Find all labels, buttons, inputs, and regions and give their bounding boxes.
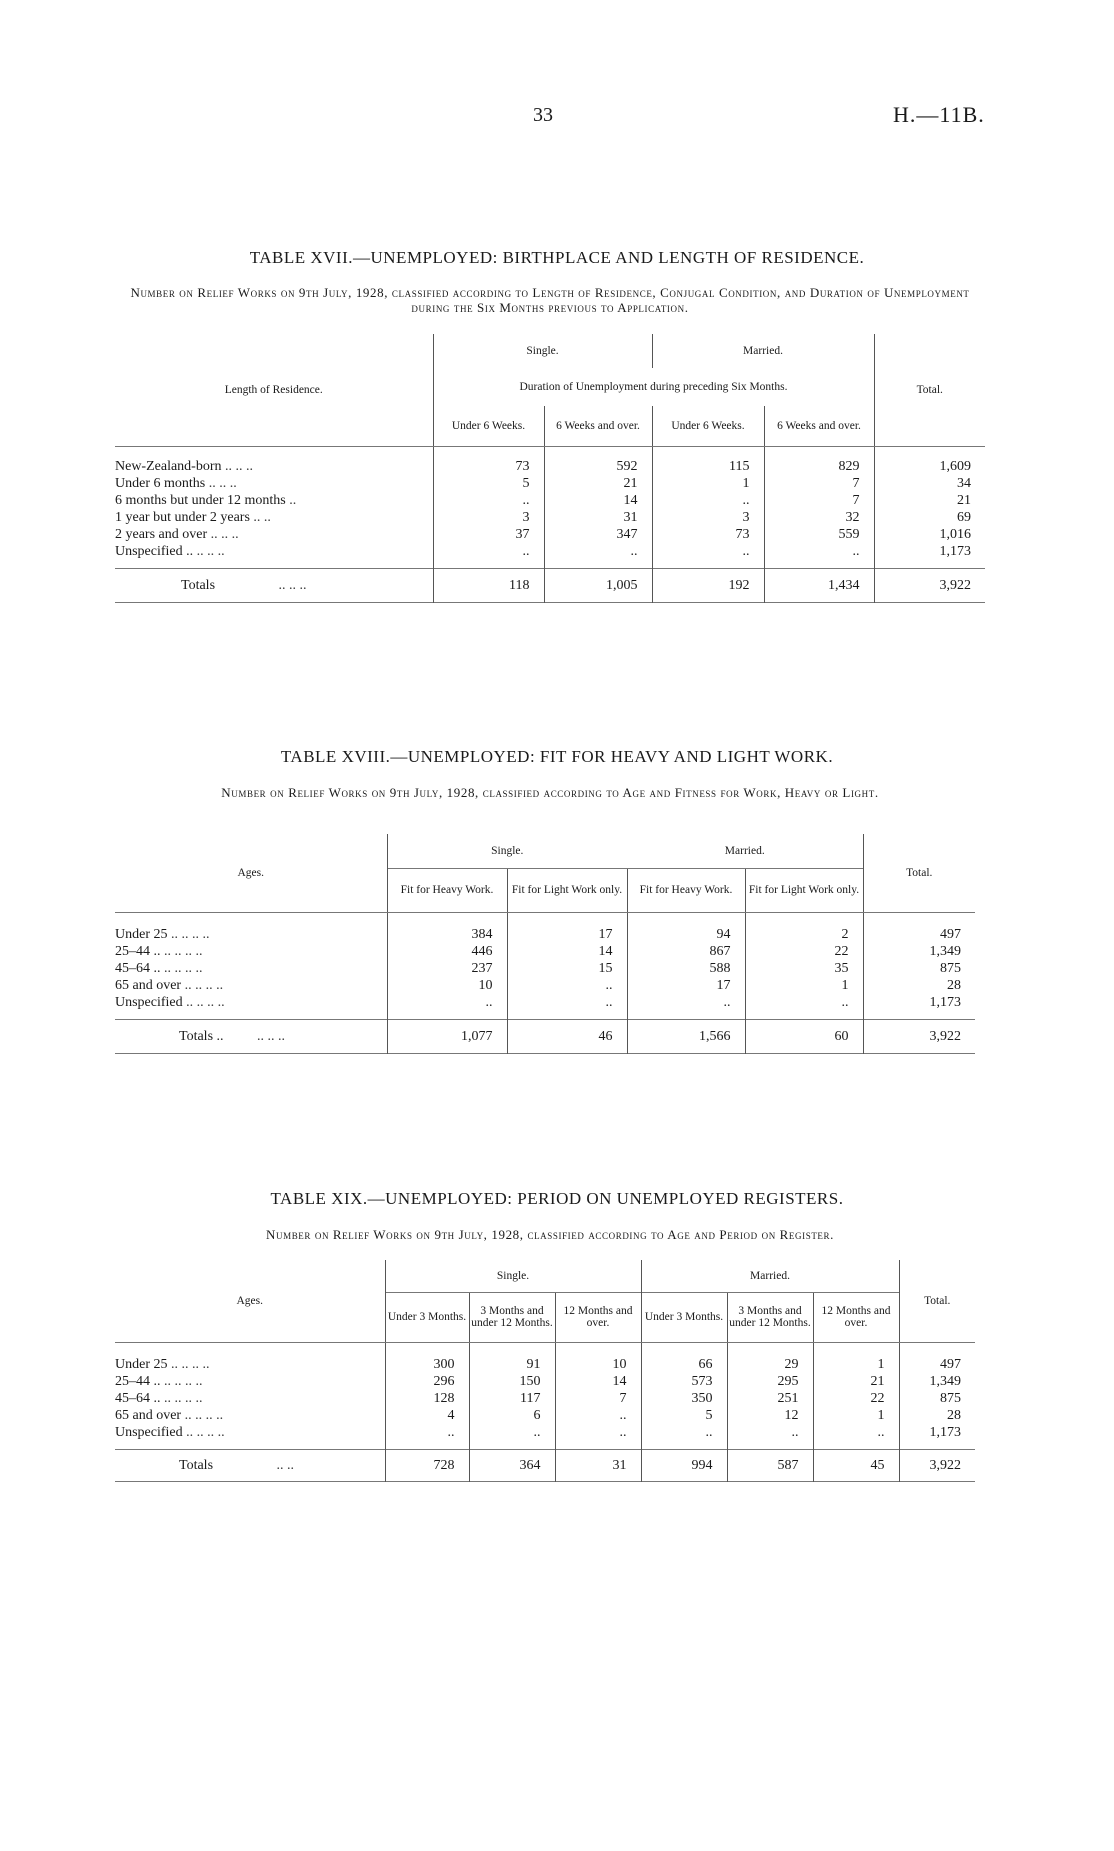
total-cell: 60 bbox=[745, 1019, 863, 1053]
col-12-months-over-married: 12 Months and over. bbox=[813, 1292, 899, 1342]
col-under-3-months-married: Under 3 Months. bbox=[641, 1292, 727, 1342]
leader-dots: .. .. .. .. bbox=[164, 961, 203, 976]
col-under-3-months-single: Under 3 Months. bbox=[385, 1292, 469, 1342]
leader-dots: .. .. .. bbox=[225, 459, 254, 474]
duration-header: Duration of Unemployment during preceding Six Months. bbox=[433, 368, 874, 406]
cell: 1,173 bbox=[874, 543, 985, 560]
stub-header: Length of Residence. bbox=[115, 334, 433, 446]
cell: 7 bbox=[555, 1390, 641, 1407]
leader-dots: .. .. .. .. bbox=[171, 927, 210, 942]
cell: .. bbox=[507, 977, 627, 994]
cell: 14 bbox=[544, 492, 652, 509]
cell: .. bbox=[469, 1424, 555, 1441]
cell: 295 bbox=[727, 1373, 813, 1390]
cell: 1 bbox=[813, 1407, 899, 1424]
row-label: 6 months but under 12 months bbox=[115, 493, 286, 508]
total-cell: 192 bbox=[652, 568, 764, 602]
row-label: 65 and over bbox=[115, 978, 182, 993]
cell: 446 bbox=[387, 943, 507, 960]
total-cell: 3,922 bbox=[863, 1019, 975, 1053]
cell: 5 bbox=[433, 475, 544, 492]
cell: 91 bbox=[469, 1356, 555, 1373]
cell: 21 bbox=[544, 475, 652, 492]
cell: 1,609 bbox=[874, 458, 985, 475]
cell: .. bbox=[813, 1424, 899, 1441]
cell: 14 bbox=[555, 1373, 641, 1390]
cell: .. bbox=[652, 543, 764, 560]
total-header: Total. bbox=[899, 1260, 975, 1342]
row-label: 65 and over bbox=[115, 1408, 182, 1423]
cell: 573 bbox=[641, 1373, 727, 1390]
row-label: 25–44 .. bbox=[115, 944, 161, 959]
leader-dots: .. .. .. bbox=[196, 544, 225, 559]
total-cell: 45 bbox=[813, 1449, 899, 1481]
row-label: Under 6 months bbox=[115, 476, 206, 491]
row-label: 25–44 .. bbox=[115, 1374, 161, 1389]
cell: 115 bbox=[652, 458, 764, 475]
leader-dots: .. .. .. bbox=[210, 527, 239, 542]
cell: 117 bbox=[469, 1390, 555, 1407]
total-cell: 1,005 bbox=[544, 568, 652, 602]
cell: .. bbox=[555, 1424, 641, 1441]
total-cell: 1,566 bbox=[627, 1019, 745, 1053]
cell: 350 bbox=[641, 1390, 727, 1407]
table17 bbox=[115, 334, 985, 608]
cell: 21 bbox=[874, 492, 985, 509]
cell: 1 bbox=[813, 1356, 899, 1373]
group-married-header: Married. bbox=[641, 1260, 899, 1292]
table18 bbox=[115, 834, 975, 1059]
leader-dots: .. .. .. bbox=[278, 577, 307, 593]
cell: 1,173 bbox=[863, 994, 975, 1011]
cell: 251 bbox=[727, 1390, 813, 1407]
cell: .. bbox=[433, 543, 544, 560]
cell: 34 bbox=[874, 475, 985, 492]
cell: 2 bbox=[745, 926, 863, 943]
cell: 497 bbox=[899, 1356, 975, 1373]
totals-row bbox=[115, 1449, 975, 1481]
cell: 28 bbox=[863, 977, 975, 994]
cell: 347 bbox=[544, 526, 652, 543]
cell: 296 bbox=[385, 1373, 469, 1390]
col-12-months-over-single: 12 Months and over. bbox=[555, 1292, 641, 1342]
table-row bbox=[115, 926, 975, 943]
col-6-weeks-over-single: 6 Weeks and over. bbox=[544, 406, 652, 446]
col-under-6-weeks-single: Under 6 Weeks. bbox=[433, 406, 544, 446]
total-cell: 3,922 bbox=[899, 1449, 975, 1481]
totals-label: Totals bbox=[181, 577, 216, 593]
cell: .. bbox=[433, 492, 544, 509]
table18-subtitle: Number on Relief Works on 9th July, 1928, classified according to Age and Fitness for Work, Heavy or Light. bbox=[221, 785, 879, 800]
cell: 21 bbox=[813, 1373, 899, 1390]
col-3-to-12-months-single: 3 Months and under 12 Months. bbox=[469, 1292, 555, 1342]
leader-dots: .. .. .. .. bbox=[184, 1408, 224, 1423]
cell: .. bbox=[764, 543, 874, 560]
cell: 66 bbox=[641, 1356, 727, 1373]
total-cell: 728 bbox=[385, 1449, 469, 1481]
leader-dots: .. .. .. .. bbox=[186, 995, 225, 1010]
table17-subtitle: Number on Relief Works on 9th July, 1928, classified according to Length of Residence, Conjugal Condition, and Duration of Unemployment during the Six Months previous to Application. bbox=[130, 285, 970, 315]
cell: 29 bbox=[727, 1356, 813, 1373]
cell: 1,349 bbox=[899, 1373, 975, 1390]
cell: .. bbox=[385, 1424, 469, 1441]
cell: 592 bbox=[544, 458, 652, 475]
cell: 17 bbox=[507, 926, 627, 943]
cell: 300 bbox=[385, 1356, 469, 1373]
group-married-header: Married. bbox=[724, 844, 765, 857]
total-header: Total. bbox=[863, 834, 975, 912]
leader-dots: .. .. .. .. bbox=[164, 1374, 203, 1389]
cell: .. bbox=[507, 994, 627, 1011]
cell: 384 bbox=[387, 926, 507, 943]
table-row bbox=[115, 543, 985, 560]
table-row bbox=[115, 943, 975, 960]
table-row bbox=[115, 509, 985, 526]
total-cell: 3,922 bbox=[874, 568, 985, 602]
cell: 10 bbox=[555, 1356, 641, 1373]
cell: .. bbox=[745, 994, 863, 1011]
cell: 875 bbox=[863, 960, 975, 977]
totals-row bbox=[115, 568, 985, 602]
table18-title: TABLE XVIII.—UNEMPLOYED: FIT FOR HEAVY AND LIGHT WORK. bbox=[280, 747, 834, 766]
cell: 3 bbox=[652, 509, 764, 526]
col-6-weeks-over-married: 6 Weeks and over. bbox=[764, 406, 874, 446]
stub-header: Ages. bbox=[115, 834, 387, 912]
cell: 150 bbox=[469, 1373, 555, 1390]
table-row bbox=[115, 492, 985, 509]
total-cell: 1,077 bbox=[387, 1019, 507, 1053]
group-single-header: Single. bbox=[387, 834, 627, 868]
table-row bbox=[115, 458, 985, 475]
cell: 829 bbox=[764, 458, 874, 475]
table-row bbox=[115, 994, 975, 1011]
cell: 31 bbox=[544, 509, 652, 526]
cell: 1,349 bbox=[863, 943, 975, 960]
col-3-to-12-months-married: 3 Months and under 12 Months. bbox=[727, 1292, 813, 1342]
total-cell: 1,434 bbox=[764, 568, 874, 602]
cell: 17 bbox=[627, 977, 745, 994]
leader-dots: .. .. .. .. bbox=[184, 978, 224, 993]
cell: 1,016 bbox=[874, 526, 985, 543]
totals-row bbox=[115, 1019, 975, 1053]
table-row bbox=[115, 475, 985, 492]
cell: .. bbox=[627, 994, 745, 1011]
group-single-header: Single. bbox=[385, 1260, 641, 1292]
cell: 867 bbox=[627, 943, 745, 960]
row-label: 45–64 .. bbox=[115, 1391, 161, 1406]
totals-label: Totals .. bbox=[179, 1028, 224, 1044]
row-label: Under 25 bbox=[115, 1357, 168, 1372]
total-cell: 587 bbox=[727, 1449, 813, 1481]
cell: 875 bbox=[899, 1390, 975, 1407]
table19-subtitle: Number on Relief Works on 9th July, 1928, classified according to Age and Period on Register. bbox=[266, 1227, 834, 1242]
stub-header: Ages. bbox=[115, 1260, 385, 1342]
cell: 22 bbox=[813, 1390, 899, 1407]
cell: .. bbox=[727, 1424, 813, 1441]
table-row bbox=[115, 526, 985, 543]
row-label: Unspecified .. bbox=[115, 544, 194, 559]
cell: 4 bbox=[385, 1407, 469, 1424]
group-married-header: Married. bbox=[652, 334, 874, 368]
cell: 22 bbox=[745, 943, 863, 960]
leader-dots: .. .. .. .. bbox=[186, 1425, 225, 1440]
cell: 73 bbox=[652, 526, 764, 543]
table19 bbox=[115, 1260, 975, 1487]
leader-dots: .. .. .. bbox=[257, 1028, 286, 1044]
table-row bbox=[115, 1356, 975, 1373]
cell: .. bbox=[641, 1424, 727, 1441]
table-row bbox=[115, 1373, 975, 1390]
total-header: Total. bbox=[874, 334, 985, 446]
total-cell: 994 bbox=[641, 1449, 727, 1481]
leader-dots: .. .. .. .. bbox=[171, 1357, 210, 1372]
row-label: Unspecified bbox=[115, 995, 183, 1010]
table-row bbox=[115, 960, 975, 977]
row-label: Under 25 bbox=[115, 927, 168, 942]
table-row bbox=[115, 1390, 975, 1407]
cell: 5 bbox=[641, 1407, 727, 1424]
table17-title: TABLE XVII.—UNEMPLOYED: BIRTHPLACE AND LENGTH OF RESIDENCE. bbox=[249, 248, 865, 267]
leader-dots: .. .. bbox=[253, 510, 271, 525]
cell: 128 bbox=[385, 1390, 469, 1407]
leader-dots: .. .. bbox=[276, 1457, 295, 1473]
table-row bbox=[115, 977, 975, 994]
cell: 73 bbox=[433, 458, 544, 475]
cell: 15 bbox=[507, 960, 627, 977]
row-label: 1 year but under 2 years bbox=[115, 510, 250, 525]
totals-label: Totals bbox=[179, 1457, 214, 1473]
page-reference: H.—11B. bbox=[893, 102, 985, 127]
row-label: Unspecified bbox=[115, 1425, 183, 1440]
cell: 94 bbox=[627, 926, 745, 943]
col-under-6-weeks-married: Under 6 Weeks. bbox=[652, 406, 764, 446]
cell: .. bbox=[652, 492, 764, 509]
cell: 559 bbox=[764, 526, 874, 543]
cell: 69 bbox=[874, 509, 985, 526]
cell: 588 bbox=[627, 960, 745, 977]
cell: 37 bbox=[433, 526, 544, 543]
cell: 1 bbox=[745, 977, 863, 994]
cell: 32 bbox=[764, 509, 874, 526]
cell: 28 bbox=[899, 1407, 975, 1424]
leader-dots: .. .. .. .. bbox=[164, 944, 203, 959]
row-label: 45–64 .. bbox=[115, 961, 161, 976]
col-fit-heavy-single: Fit for Heavy Work. bbox=[387, 868, 507, 912]
cell: 14 bbox=[507, 943, 627, 960]
cell: 3 bbox=[433, 509, 544, 526]
page-number: 33 bbox=[533, 104, 553, 126]
total-cell: 46 bbox=[507, 1019, 627, 1053]
cell: .. bbox=[555, 1407, 641, 1424]
cell: 10 bbox=[387, 977, 507, 994]
row-label: 2 years and over bbox=[115, 527, 208, 542]
cell: 7 bbox=[764, 475, 874, 492]
col-fit-light-single: Fit for Light Work only. bbox=[507, 868, 627, 912]
table-row bbox=[115, 1407, 975, 1424]
cell: 6 bbox=[469, 1407, 555, 1424]
cell: 1,173 bbox=[899, 1424, 975, 1441]
col-fit-light-married: Fit for Light Work only. bbox=[745, 868, 863, 912]
cell: 7 bbox=[764, 492, 874, 509]
cell: 1 bbox=[652, 475, 764, 492]
row-label: New-Zealand-born bbox=[115, 459, 222, 474]
cell: 237 bbox=[387, 960, 507, 977]
cell: .. bbox=[387, 994, 507, 1011]
cell: 35 bbox=[745, 960, 863, 977]
cell: 12 bbox=[727, 1407, 813, 1424]
table-row bbox=[115, 1424, 975, 1441]
leader-dots: .. bbox=[289, 493, 297, 508]
cell: 497 bbox=[863, 926, 975, 943]
total-cell: 118 bbox=[433, 568, 544, 602]
total-cell: 31 bbox=[555, 1449, 641, 1481]
cell: .. bbox=[544, 543, 652, 560]
total-cell: 364 bbox=[469, 1449, 555, 1481]
col-fit-heavy-married: Fit for Heavy Work. bbox=[627, 868, 745, 912]
leader-dots: .. .. .. bbox=[208, 476, 237, 491]
table19-title: TABLE XIX.—UNEMPLOYED: PERIOD ON UNEMPLOYED REGISTERS. bbox=[270, 1189, 844, 1208]
group-single-header: Single. bbox=[433, 334, 652, 368]
leader-dots: .. .. .. .. bbox=[164, 1391, 203, 1406]
